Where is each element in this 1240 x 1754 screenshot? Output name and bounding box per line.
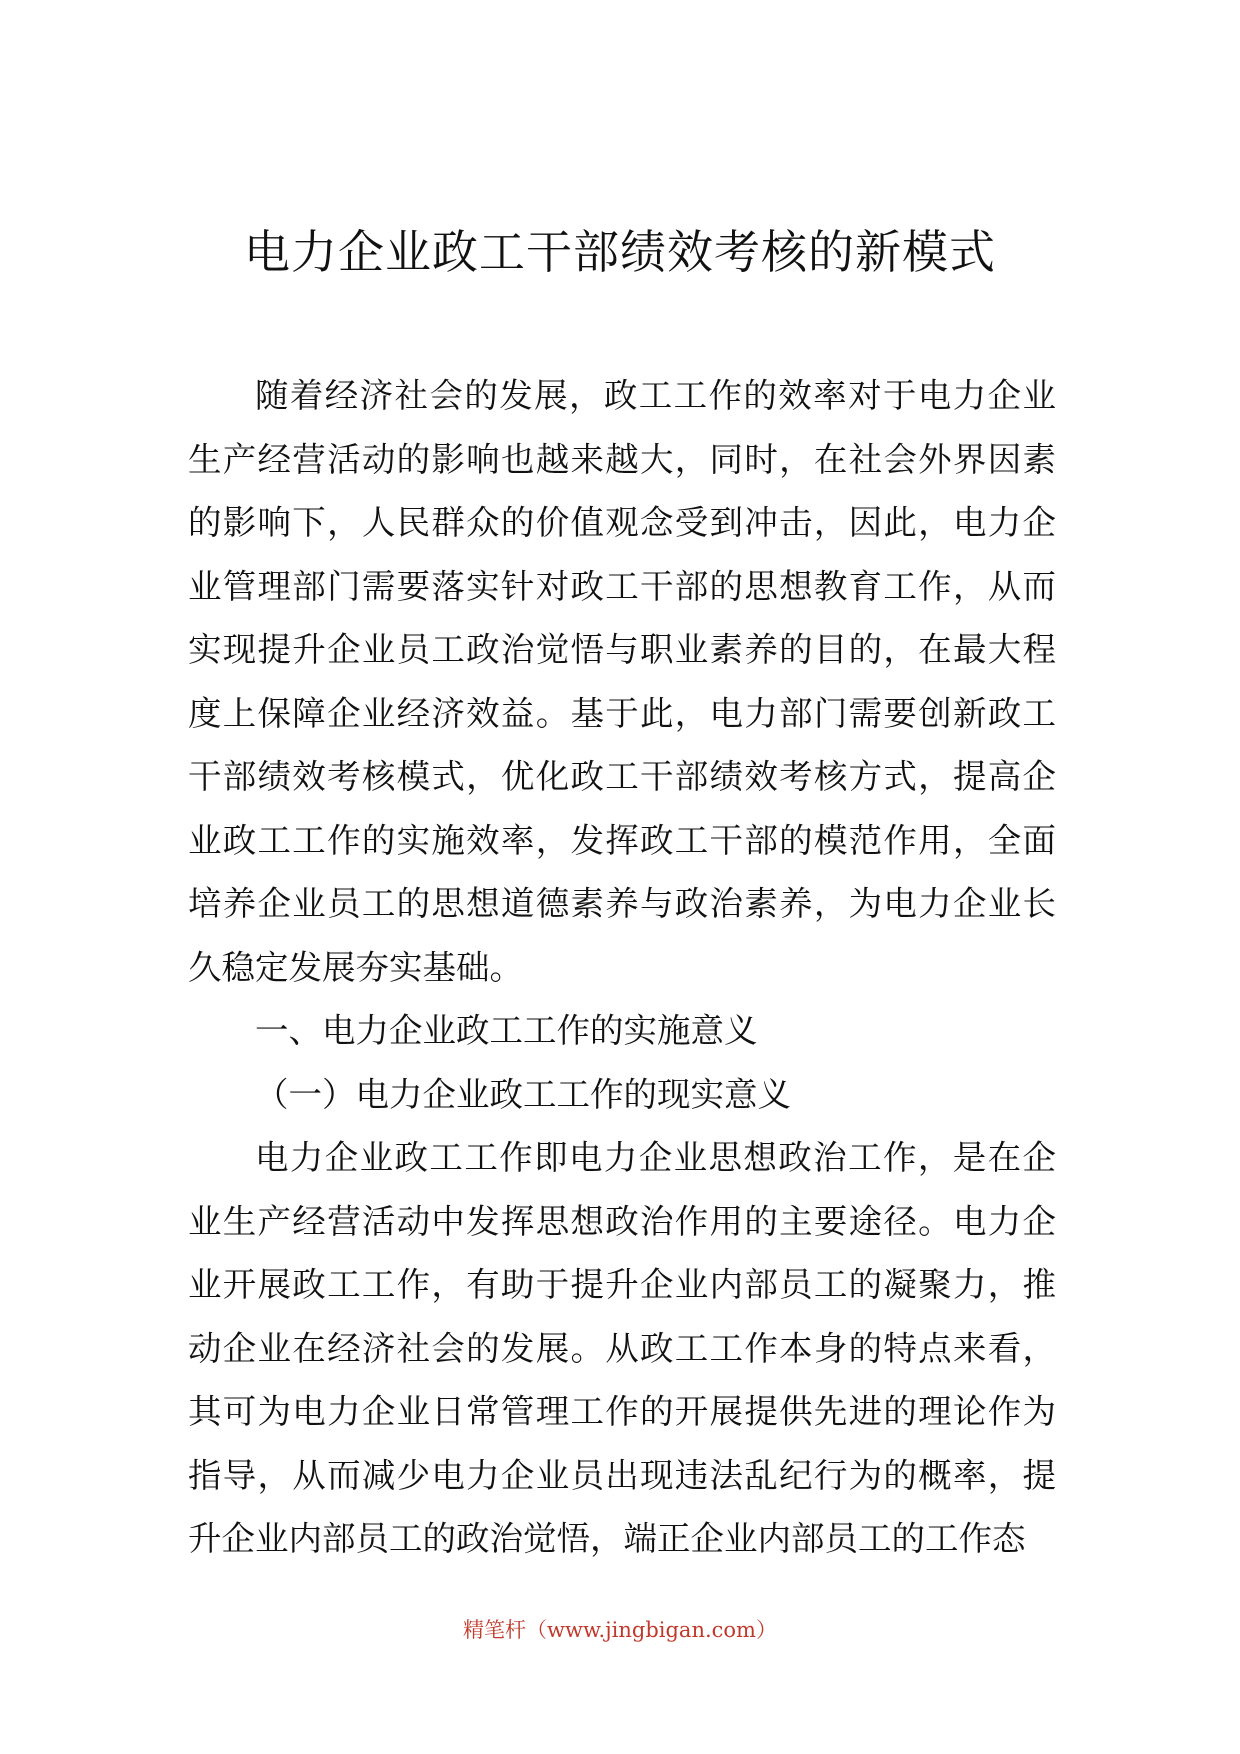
document-body	[188, 364, 1056, 1571]
intro-paragraph: 随着经济社会的发展，政工工作的效率对于电力企业生产经营活动的影响也越来越大，同时，在社会外界因素的影响下，人民群众的价值观念受到冲击，因此，电力企业管理部门需要落实针对政工干部的思想教育工作，从而实现提升企业员工政治觉悟与职业素养的目的，在最大程度上保障企业经济效益。基于此，电力部门需要创新政工干部绩效考核模式，优化政工干部绩效考核方式，提高企业政工工作的实施效率，发挥政工干部的模范作用，全面培养企业员工的思想道德素养与政治素养，为电力企业长久稳定发展夯实基础。	[188, 376, 1056, 987]
body-paragraph: 电力企业政工工作即电力企业思想政治工作，是在企业生产经营活动中发挥思想政治作用的主要途径。电力企业开展政工工作，有助于提升企业内部员工的凝聚力，推动企业在经济社会的发展。从政工工作本身的特点来看，其可为电力企业日常管理工作的开展提供先进的理论作为指导，从而减少电力企业员出现违法乱纪行为的概率，提升企业内部员工的政治觉悟，端正企业内部员工的工作态	[188, 1138, 1056, 1558]
footer-watermark: 精笔杆（www.jingbigan.com）	[463, 1618, 777, 1642]
section-heading: 一、电力企业政工工作的实施意义	[255, 1011, 758, 1050]
subsection-heading: （一）电力企业政工工作的现实意义	[255, 1074, 791, 1114]
document-title: 电力企业政工干部绩效考核的新模式	[244, 225, 996, 279]
